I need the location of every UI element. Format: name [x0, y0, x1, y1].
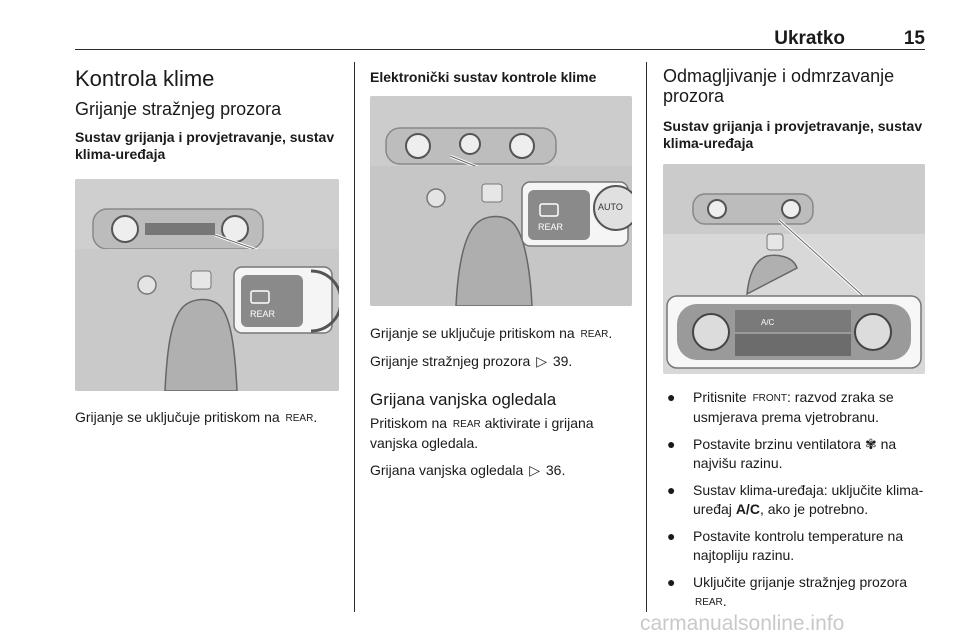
console-image-3: [663, 164, 925, 374]
paragraph-reference: Grijana vanjska ogledala ▷ 36.: [370, 462, 566, 478]
rear-label: REAR: [250, 309, 276, 319]
heading-system: Sustav grijanja i provjetravanje, sustav klima-uređaja: [663, 118, 923, 151]
rear-heating-icon: REAR: [580, 329, 609, 340]
page-number: 15: [903, 28, 925, 49]
bullet-icon: ●: [667, 436, 676, 452]
column-2: [370, 66, 632, 480]
column-3: [663, 66, 925, 620]
rear-heating-icon: REAR: [285, 413, 314, 424]
heading-heated-mirrors: Grijana vanjska ogledala: [370, 390, 557, 409]
list-item: ● Uključite grijanje stražnjeg prozora REAR.: [663, 573, 925, 612]
column-1: [75, 66, 340, 428]
paragraph: Grijanje se uključuje pritiskom na REAR.: [75, 408, 340, 428]
front-defrost-icon: FRONT: [752, 393, 788, 404]
heading-electronic-climate: Elektronički sustav kontrole klime: [370, 69, 597, 85]
column-divider: [354, 62, 355, 612]
section-title: Ukratko: [774, 28, 845, 49]
rear-label: REAR: [538, 222, 564, 232]
heading-climate-control: Kontrola klime: [75, 66, 215, 91]
page-reference-icon: ▷: [529, 462, 540, 478]
heading-system: Sustav grijanja i provjetravanje, sustav klima-uređaja: [75, 129, 335, 162]
list-item: ● Sustav klima-uređaja: uključite klima-uređaj A/C, ako je potrebno.: [667, 482, 924, 517]
bullet-icon: ●: [667, 574, 676, 590]
ac-label: A/C: [761, 318, 775, 327]
console-image-2: [370, 96, 632, 306]
rear-heating-icon: REAR: [695, 597, 723, 608]
paragraph: Grijanje se uključuje pritiskom na REAR.: [370, 324, 632, 344]
console-image: [75, 179, 339, 391]
watermark: carmanualsonline.info: [640, 612, 845, 635]
page-reference-icon: ▷: [536, 353, 547, 369]
bullet-icon: ●: [667, 389, 676, 405]
heading-defog: Odmagljivanje i odmrzavanje prozora: [663, 66, 895, 106]
fan-icon: ✾: [864, 436, 877, 452]
auto-label: AUTO: [598, 202, 623, 212]
bullet-icon: ●: [667, 528, 676, 544]
list-item: ● Postavite brzinu ventilatora ✾ na najvišu razinu.: [667, 436, 897, 471]
page-header: [75, 26, 925, 50]
bullet-list: [663, 388, 925, 612]
list-item: ● Pritisnite FRONT: razvod zraka se usmjerava prema vjetrobranu.: [667, 389, 894, 425]
paragraph-reference: Grijanje stražnjeg prozora ▷ 39.: [370, 353, 573, 369]
paragraph: Pritiskom na REAR aktivirate i grijana vanjska ogledala.: [370, 415, 594, 451]
bullet-icon: ●: [667, 482, 676, 498]
column-divider: [646, 62, 647, 612]
heading-rear-window-heating: Grijanje stražnjeg prozora: [75, 99, 282, 119]
list-item: ● Postavite kontrolu temperature na najtopliju razinu.: [667, 528, 904, 563]
rear-heating-icon: REAR: [452, 419, 481, 430]
